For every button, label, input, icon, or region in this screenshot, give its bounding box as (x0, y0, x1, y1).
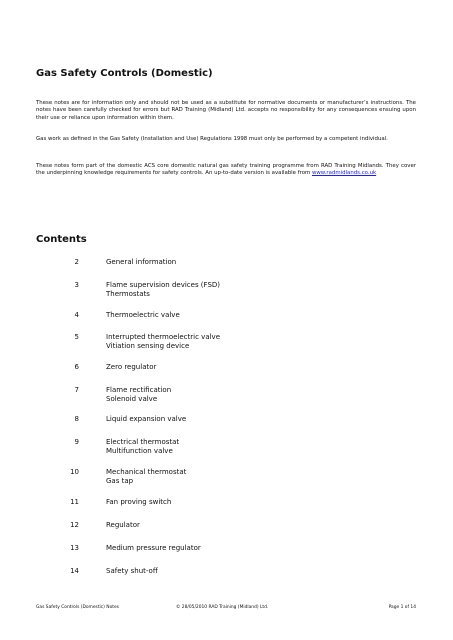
website-link[interactable]: www.radmidlands.co.uk (311, 170, 377, 177)
toc-topics (106, 567, 158, 576)
toc-topic: Thermoelectric valve (106, 311, 180, 319)
toc-topic: Flame supervision devices (FSD) (106, 281, 221, 289)
programme-paragraph (36, 163, 416, 178)
toc-topics (106, 521, 140, 530)
toc-topics (106, 468, 186, 487)
toc-page-number: 6 (74, 363, 79, 371)
competence-paragraph: Gas work as defined in the Gas Safety (Installation and Use) Regulations 1998 must only be performed by a competent individual. (36, 136, 388, 142)
toc-topics (106, 333, 220, 352)
toc-topics (106, 498, 171, 507)
toc-topic: Interrupted thermoelectric valve (106, 333, 221, 341)
toc-page-number: 14 (70, 567, 79, 575)
toc-topic: Thermostats (106, 290, 150, 299)
toc-topic: Zero regulator (106, 363, 157, 371)
toc-page-number: 13 (70, 544, 79, 552)
programme-text: These notes form part of the domestic ACS core domestic natural gas safety training programme from RAD Training Midlands. They cover the underpinning knowledge requirements for safety controls. An up-to-date version is available from (36, 163, 416, 177)
toc-page-number: 11 (70, 498, 79, 506)
document-title: Gas Safety Controls (Domestic) (36, 68, 213, 79)
toc-topic: Fan proving switch (106, 498, 172, 506)
toc-topic: Multifunction valve (106, 447, 173, 456)
toc-topics (106, 415, 186, 424)
toc-page-number: 12 (70, 521, 79, 529)
footer-document-name: Gas Safety Controls (Domestic) Notes (36, 605, 119, 610)
contents-heading: Contents (36, 234, 87, 245)
toc-topic: Safety shut-off (106, 567, 158, 575)
toc-topics (106, 258, 176, 267)
toc-page-number: 4 (74, 311, 79, 319)
toc-topics (106, 363, 156, 372)
footer-copyright: © 28/05/2010 RAD Training (Midland) Ltd. (176, 605, 269, 610)
toc-topics (106, 438, 179, 457)
toc-page-number: 5 (74, 333, 79, 341)
toc-topic: Regulator (106, 521, 140, 529)
toc-page-number: 2 (74, 258, 79, 266)
toc-topic: Vitiation sensing device (106, 342, 190, 351)
toc-topics (106, 386, 171, 405)
toc-topic: General information (106, 258, 177, 266)
toc-topic: Mechanical thermostat (106, 468, 187, 476)
toc-topics (106, 311, 180, 320)
disclaimer-paragraph: These notes are for information only and should not be used as a substitute for normative documents or manufacturer’s instructions. The notes have been carefully checked for errors but RAD Training (Midland) Ltd. accepts no responsibility for any consequences ensuing upon their use or reliance upon information within them. (36, 100, 416, 121)
toc-topic: Solenoid valve (106, 395, 158, 404)
toc-page-number: 9 (74, 438, 79, 446)
toc-topic: Gas tap (106, 477, 134, 486)
toc-topics (106, 544, 201, 553)
footer-page-number: Page 1 of 14 (388, 605, 416, 610)
toc-page-number: 8 (74, 415, 79, 423)
toc-page-number: 3 (74, 281, 79, 289)
toc-page-number: 10 (70, 468, 79, 476)
toc-topic: Liquid expansion valve (106, 415, 187, 423)
toc-topic: Flame rectification (106, 386, 172, 394)
toc-topics (106, 281, 220, 300)
toc-page-number: 7 (74, 386, 79, 394)
toc-topic: Electrical thermostat (106, 438, 180, 446)
toc-topic: Medium pressure regulator (106, 544, 201, 552)
